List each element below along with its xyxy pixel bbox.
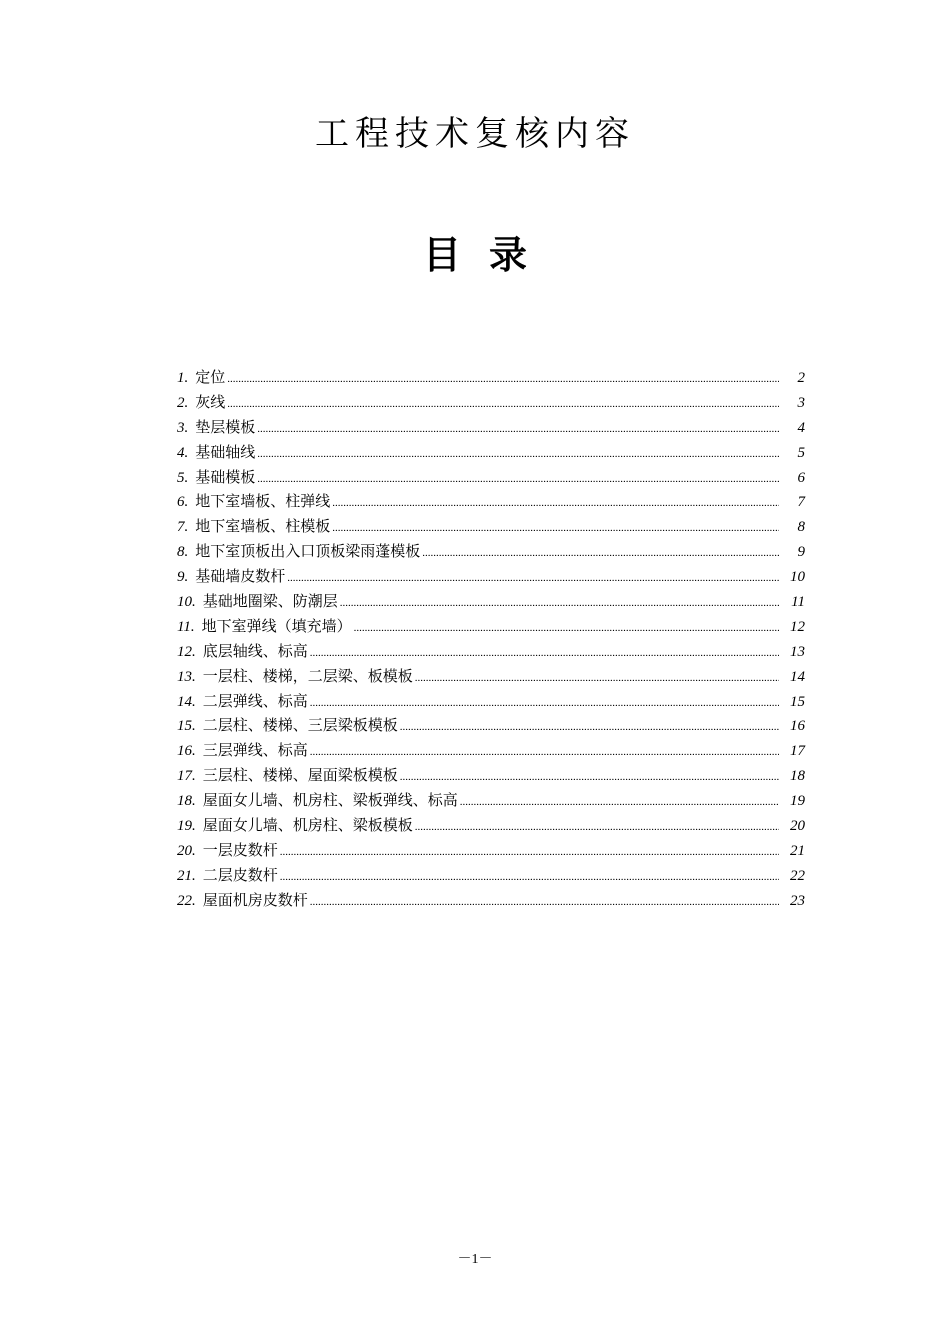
toc-entry-page: 3 [797, 394, 805, 411]
toc-entry-title: 一层柱、楼梯，二层梁、板模板 [202, 666, 413, 685]
toc-entry-title: 地下室墙板、柱弹线 [195, 492, 331, 511]
toc-entry-number: 4. [177, 444, 189, 461]
toc-entry-number: 2. [177, 394, 189, 411]
toc-dot-leader [460, 790, 779, 815]
toc-entry-page: 8 [797, 519, 805, 536]
toc-entry[interactable] [177, 465, 805, 490]
toc-entry-page: 16 [790, 718, 805, 735]
toc-entry[interactable] [177, 539, 805, 564]
toc-entry[interactable] [177, 564, 805, 589]
toc-entry[interactable] [177, 614, 805, 639]
toc-dot-leader [310, 641, 779, 666]
toc-entry-number: 9. [177, 569, 189, 586]
toc-entry[interactable] [177, 440, 805, 465]
toc-entry-number: 10. [177, 594, 196, 611]
toc-entry-title: 灰线 [195, 392, 226, 411]
toc-entry[interactable] [177, 713, 805, 738]
table-of-contents [177, 365, 805, 913]
toc-dot-leader [287, 566, 779, 591]
toc-entry-title: 垫层模板 [195, 417, 256, 436]
toc-entry[interactable] [177, 514, 805, 539]
toc-entry-number: 15. [177, 718, 196, 735]
toc-entry-title: 三层弹线、标高 [202, 741, 308, 760]
document-title: 工程技术复核内容 [315, 114, 635, 154]
toc-dot-leader [227, 367, 779, 392]
toc-entry-page: 17 [790, 743, 805, 760]
toc-dot-leader [340, 591, 779, 616]
toc-entry-page: 2 [797, 370, 805, 386]
toc-dot-leader [332, 491, 779, 516]
toc-entry[interactable] [177, 888, 805, 913]
toc-entry-number: 8. [177, 544, 189, 561]
toc-entry-page: 19 [790, 793, 805, 810]
toc-entry-title: 底层轴线、标高 [202, 641, 308, 660]
toc-entry-page: 14 [790, 668, 805, 685]
toc-dot-leader [310, 740, 779, 765]
toc-entry-page: 20 [790, 818, 805, 835]
toc-entry-number: 17. [177, 768, 196, 785]
toc-entry[interactable] [177, 390, 805, 415]
toc-entry-page: 15 [790, 693, 805, 710]
toc-dot-leader [422, 541, 779, 566]
toc-dot-leader [310, 691, 779, 716]
toc-entry[interactable] [177, 813, 805, 838]
toc-entry-number: 1. [177, 370, 189, 386]
toc-entry-number: 20. [177, 842, 196, 859]
toc-entry[interactable] [177, 365, 805, 390]
toc-dot-leader [415, 666, 779, 691]
toc-dot-leader [227, 392, 779, 417]
toc-entry[interactable] [177, 738, 805, 763]
toc-entry-title: 地下室顶板出入口顶板梁雨蓬模板 [195, 542, 421, 561]
toc-entry-title: 定位 [195, 368, 226, 386]
toc-entry-title: 二层柱、楼梯、三层梁板模板 [202, 716, 398, 735]
toc-entry-page: 12 [790, 618, 805, 635]
toc-entry-title: 二层弹线、标高 [202, 691, 308, 710]
toc-entry-title: 基础模板 [195, 467, 256, 486]
toc-dot-leader [415, 815, 779, 840]
toc-entry-title: 基础轴线 [195, 442, 256, 461]
toc-entry-title: 三层柱、楼梯、屋面梁板模板 [202, 766, 398, 785]
toc-entry[interactable] [177, 788, 805, 813]
toc-entry-page: 6 [797, 469, 805, 486]
toc-entry-page: 9 [797, 544, 805, 561]
toc-entry-page: 10 [790, 569, 805, 586]
toc-entry-number: 14. [177, 693, 196, 710]
toc-entry-title: 地下室墙板、柱模板 [195, 517, 331, 536]
toc-heading: 目录 [422, 233, 555, 277]
toc-dot-leader [257, 417, 779, 442]
toc-dot-leader [310, 890, 779, 915]
toc-entry-page: 5 [797, 444, 805, 461]
toc-entry-title: 一层皮数杆 [202, 840, 278, 859]
toc-dot-leader [257, 467, 779, 492]
toc-dot-leader [354, 616, 779, 641]
toc-entry-number: 6. [177, 494, 189, 511]
toc-entry[interactable] [177, 664, 805, 689]
toc-entry-number: 3. [177, 419, 189, 436]
toc-entry-title: 屋面女儿墙、机房柱、梁板模板 [202, 816, 413, 835]
toc-entry[interactable] [177, 639, 805, 664]
toc-entry-number: 11. [177, 618, 195, 635]
toc-dot-leader [332, 516, 779, 541]
toc-dot-leader [257, 442, 779, 467]
toc-dot-leader [400, 765, 779, 790]
toc-entry-number: 7. [177, 519, 189, 536]
toc-entry-page: 13 [790, 643, 805, 660]
page-number-footer: －1－ [457, 1252, 493, 1267]
toc-entry-page: 18 [790, 768, 805, 785]
toc-entry[interactable] [177, 689, 805, 714]
toc-entry-page: 23 [790, 892, 805, 909]
toc-entry-title: 地下室弹线（填充墙） [201, 616, 352, 635]
toc-entry-title: 二层皮数杆 [202, 865, 278, 884]
toc-entry-number: 18. [177, 793, 196, 810]
toc-entry-number: 13. [177, 668, 196, 685]
toc-entry-number: 5. [177, 469, 189, 486]
toc-dot-leader [280, 840, 779, 865]
toc-entry[interactable] [177, 589, 805, 614]
toc-entry[interactable] [177, 863, 805, 888]
toc-dot-leader [400, 715, 779, 740]
toc-entry-page: 4 [797, 419, 805, 436]
toc-entry-number: 21. [177, 867, 196, 884]
toc-entry[interactable] [177, 838, 805, 863]
toc-entry[interactable] [177, 415, 805, 440]
toc-entry[interactable] [177, 489, 805, 514]
toc-entry-title: 屋面女儿墙、机房柱、梁板弹线、标高 [202, 791, 458, 810]
toc-entry[interactable] [177, 763, 805, 788]
toc-entry-page: 22 [790, 867, 805, 884]
toc-entry-title: 屋面机房皮数杆 [202, 890, 308, 909]
toc-entry-number: 19. [177, 818, 196, 835]
toc-entry-page: 7 [797, 494, 805, 511]
toc-entry-title: 基础地圈梁、防潮层 [202, 592, 338, 611]
toc-entry-title: 基础墙皮数杆 [195, 567, 286, 586]
toc-entry-number: 22. [177, 892, 196, 909]
toc-entry-number: 12. [177, 643, 196, 660]
toc-entry-number: 16. [177, 743, 196, 760]
toc-entry-page: 11 [791, 594, 805, 611]
toc-dot-leader [280, 865, 779, 890]
toc-entry-page: 21 [790, 842, 805, 859]
